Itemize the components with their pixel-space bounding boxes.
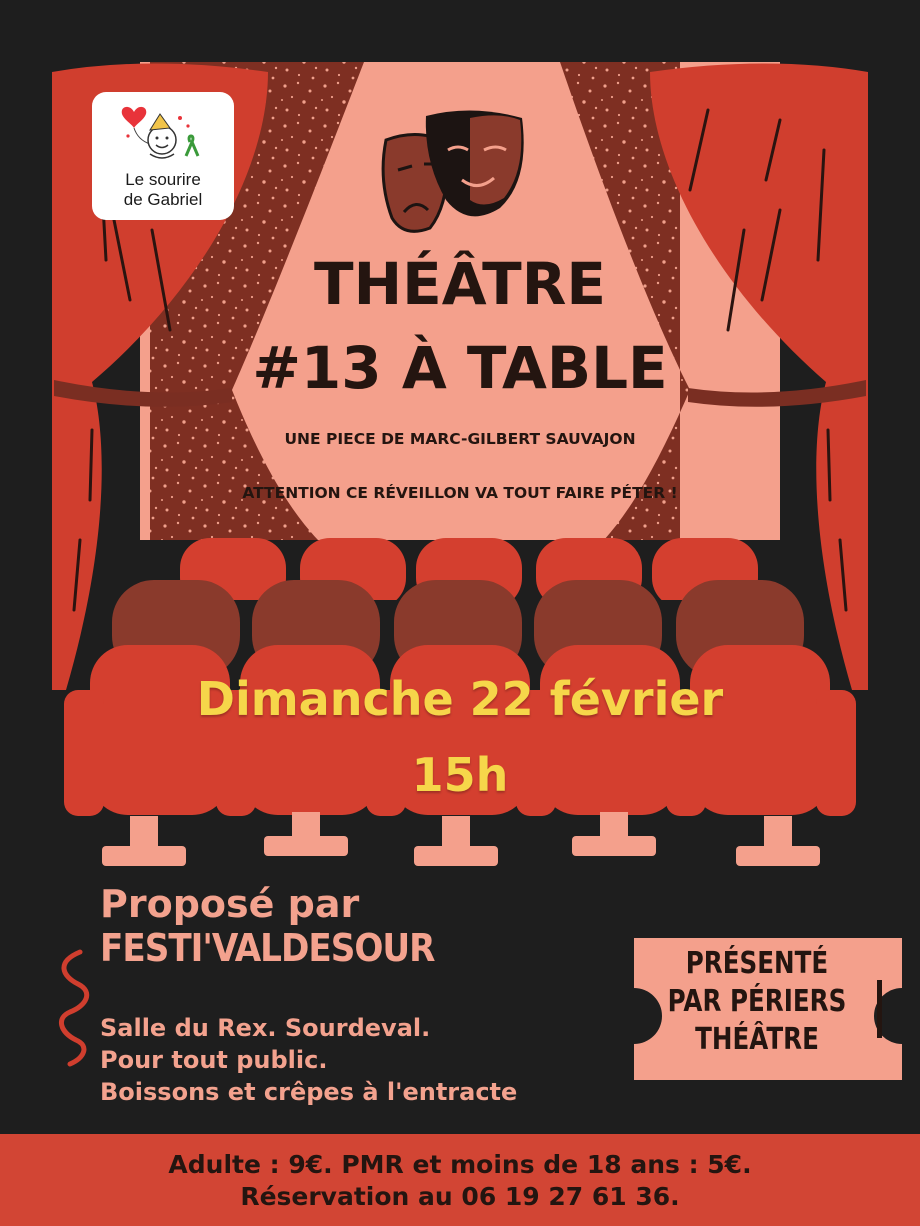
logo-illustration [120, 100, 206, 170]
logo-text-line1: Le sourire [125, 170, 201, 189]
info-venue: Salle du Rex. Sourdeval. [100, 1014, 431, 1042]
title-line1: THÉÂTRE [314, 250, 606, 318]
tagline: ATTENTION CE RÉVEILLON VA TOUT FAIRE PÉTER ! [242, 484, 678, 502]
logo-text-line2: de Gabriel [123, 190, 203, 209]
footer-booking: Réservation au 06 19 27 61 36. [240, 1182, 680, 1211]
organizer-name: FESTI'VALDESOUR [100, 926, 435, 970]
squiggle-decoration [61, 952, 86, 1064]
logo-card [92, 92, 234, 220]
footer-band [0, 1134, 920, 1226]
date-day: Dimanche 22 février [196, 672, 724, 726]
organizer-intro: Proposé par [100, 882, 360, 926]
ticket-line1: PRÉSENTÉ [685, 946, 829, 981]
info-audience: Pour tout public. [100, 1046, 328, 1074]
ticket-line2: PAR PÉRIERS [667, 984, 847, 1019]
ticket-line3: THÉÂTRE [695, 1022, 819, 1057]
info-refreshments: Boissons et crêpes à l'entracte [100, 1078, 518, 1106]
title-line2: #13 À TABLE [252, 334, 668, 402]
author-line: UNE PIECE DE MARC-GILBERT SAUVAJON [284, 430, 636, 448]
awareness-ribbon-icon [186, 136, 198, 156]
footer-prices: Adulte : 9€. PMR et moins de 18 ans : 5€. [168, 1150, 752, 1179]
date-time: 15h [411, 748, 509, 802]
heart-balloon-icon [122, 107, 147, 128]
